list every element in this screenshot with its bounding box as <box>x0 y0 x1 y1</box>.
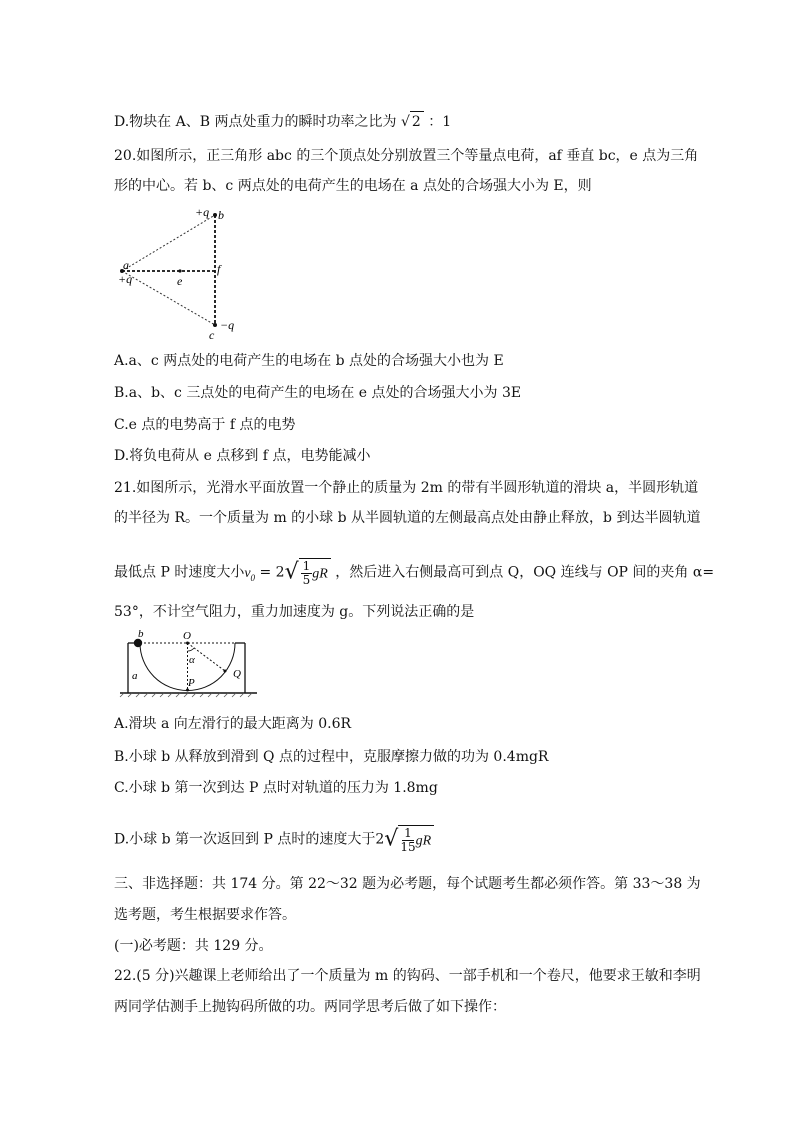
b-charge-label: +q <box>195 205 210 219</box>
e-label: e <box>177 274 183 288</box>
sqrt-expression: √ $\frac{1}{15}$ gR <box>384 825 434 854</box>
b-label: b <box>138 629 144 640</box>
q20-stem-line1: 20.如图所示，正三角形 abc 的三个顶点处分别放置三个等量点电荷，af 垂直 bc，e 点为三角 <box>114 148 699 164</box>
q22-line1: 22.(5 分)兴趣课上老师给出了一个质量为 m 的钩码、一部手机和一个卷尺，他要求王敏和李明 <box>114 968 701 984</box>
f-label: f <box>217 262 221 276</box>
section3-line2: 选考题，考生根据要求作答。 <box>114 907 296 923</box>
q20-stem-line2: 形的中心。若 b、c 两点处的电荷产生的电场在 a 点处的合场强大小为 E，则 <box>114 178 592 194</box>
q19-option-d: D.物块在 A、B 两点处重力的瞬时功率之比为 √ 2 ：1 <box>114 111 451 131</box>
section3-line1: 三、非选择题：共 174 分。第 22～32 题为必考题，每个试题考生都必须作答。第 33～38 为 <box>114 876 701 892</box>
q21-stem-line1: 21.如图所示，光滑水平面放置一个静止的质量为 2m 的带有半圆形轨道的滑块 a，半圆形轨道 <box>114 480 699 496</box>
q21-option-a: A.滑块 a 向左滑行的最大距离为 0.6R <box>114 716 352 732</box>
q21-stem-line2: 的半径为 R。一个质量为 m 的小球 b 从半圆轨道的左侧最高点处由静止释放，b 到达半圆轨道 <box>114 510 701 526</box>
v0-symbol: $v_0$ <box>244 565 256 583</box>
o-label: O <box>183 630 191 642</box>
a-label: a <box>123 258 129 272</box>
sqrt-expression: √ $\frac{1}{5}$ gR <box>285 558 331 587</box>
b-label: b <box>218 208 224 222</box>
alpha-label: α <box>189 654 195 666</box>
q21-track-figure <box>110 629 260 699</box>
q20-option-a: A.a、c 两点处的电荷产生的电场在 b 点处的合场强大小也为 E <box>114 353 504 369</box>
q21-option-d: D.小球 b 第一次返回到 P 点时的速度大于2√ $\frac{1}{15}$ gR <box>114 825 434 854</box>
a-charge-label: +q <box>118 272 133 286</box>
q21-option-c: C.小球 b 第一次到达 P 点时对轨道的压力为 1.8mg <box>114 780 438 796</box>
q-label: Q <box>233 668 241 680</box>
q20-option-d: D.将负电荷从 e 点移到 f 点，电势能减小 <box>114 448 371 464</box>
q21-stem-line4: 53°，不计空气阻力，重力加速度为 g。下列说法正确的是 <box>114 604 475 620</box>
q20-option-c: C.e 点的电势高于 f 点的电势 <box>114 417 296 433</box>
a-label: a <box>132 670 138 682</box>
q20-option-b: B.a、b、c 三点处的电荷产生的电场在 e 点处的合场强大小为 3E <box>114 385 522 401</box>
q21-option-b: B.小球 b 从释放到滑到 Q 点的过程中，克服摩擦力做的功为 0.4mgR <box>114 749 549 765</box>
q21-stem-line3: 最低点 P 时速度大小$v_0 = 2√$ $\frac{1}{5}$ gR ，然后进入右侧最高可到点 Q，OQ 连线与 OP 间的夹角 α= <box>114 559 715 587</box>
c-label: c <box>209 328 215 341</box>
q20-triangle-figure <box>112 203 242 341</box>
p-label: P <box>188 677 195 689</box>
q22-line2: 两同学估测手上抛钩码所做的功。两同学思考后做了如下操作： <box>114 999 506 1015</box>
q19-option-d-text: D.物块在 A、B 两点处重力的瞬时功率之比为 <box>114 114 397 130</box>
section3-subheading: (一)必考题：共 129 分。 <box>114 938 273 954</box>
c-charge-label: −q <box>220 318 235 332</box>
sqrt-expression: √ 2 <box>401 111 424 131</box>
